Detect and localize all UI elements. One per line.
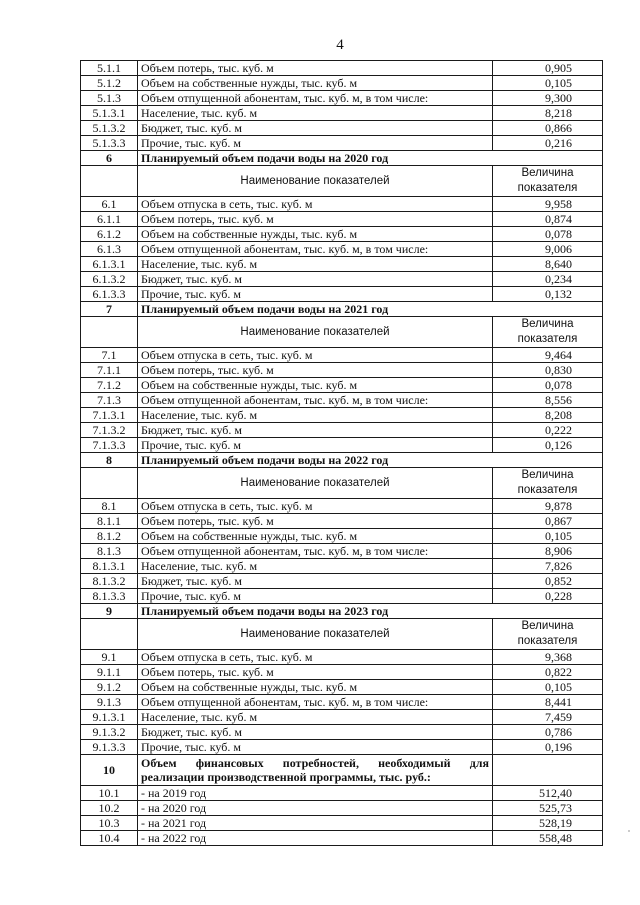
row-value: 0,905 bbox=[493, 61, 603, 76]
row-value: 9,464 bbox=[493, 348, 603, 363]
row-label: Объем на собственные нужды, тыс. куб. м bbox=[138, 680, 493, 695]
row-value: 0,105 bbox=[493, 76, 603, 91]
row-label: Объем отпуска в сеть, тыс. куб. м bbox=[138, 650, 493, 665]
table-row bbox=[81, 76, 603, 91]
row-label: - на 2020 год bbox=[138, 801, 493, 816]
table-row bbox=[81, 816, 603, 831]
table-row bbox=[81, 393, 603, 408]
row-label: Объем отпущенной абонентам, тыс. куб. м, в том числе: bbox=[138, 91, 493, 106]
row-label: Объем потерь, тыс. куб. м bbox=[138, 665, 493, 680]
section-title-row bbox=[81, 604, 603, 619]
empty-cell bbox=[81, 468, 138, 499]
production-program-table bbox=[80, 60, 603, 846]
row-number: 7.1 bbox=[81, 348, 138, 363]
row-number: 5.1.3.2 bbox=[81, 121, 138, 136]
row-number: 8.1.3.1 bbox=[81, 559, 138, 574]
table-row bbox=[81, 197, 603, 212]
row-number: 7.1.3 bbox=[81, 393, 138, 408]
table-row bbox=[81, 242, 603, 257]
row-number: 7.1.3.3 bbox=[81, 438, 138, 453]
table-row bbox=[81, 348, 603, 363]
row-value: 0,132 bbox=[493, 287, 603, 302]
column-header-value: Величина показателя bbox=[493, 619, 603, 650]
row-label: Население, тыс. куб. м bbox=[138, 559, 493, 574]
row-label: Объем потерь, тыс. куб. м bbox=[138, 212, 493, 227]
row-value: 9,300 bbox=[493, 91, 603, 106]
row-value: 0,874 bbox=[493, 212, 603, 227]
row-number: 10.2 bbox=[81, 801, 138, 816]
table-row bbox=[81, 529, 603, 544]
row-label: Объем отпущенной абонентам, тыс. куб. м, в том числе: bbox=[138, 393, 493, 408]
row-number: 6.1.3 bbox=[81, 242, 138, 257]
row-number: 6.1.3.3 bbox=[81, 287, 138, 302]
table-body bbox=[81, 61, 603, 846]
row-label: Население, тыс. куб. м bbox=[138, 257, 493, 272]
row-number: 6.1.2 bbox=[81, 227, 138, 242]
row-number: 9.1.2 bbox=[81, 680, 138, 695]
row-value: 7,459 bbox=[493, 710, 603, 725]
table-row bbox=[81, 423, 603, 438]
table-row bbox=[81, 710, 603, 725]
row-value: 558,48 bbox=[493, 831, 603, 846]
row-number: 9.1.3.2 bbox=[81, 725, 138, 740]
column-header-name: Наименование показателей bbox=[138, 317, 493, 348]
table-row bbox=[81, 91, 603, 106]
row-value: 0,222 bbox=[493, 423, 603, 438]
row-value: 0,078 bbox=[493, 378, 603, 393]
table-row bbox=[81, 650, 603, 665]
row-label: Объем потерь, тыс. куб. м bbox=[138, 363, 493, 378]
row-number: 8.1.3 bbox=[81, 544, 138, 559]
row-value: 8,906 bbox=[493, 544, 603, 559]
row-value: 8,218 bbox=[493, 106, 603, 121]
table-row bbox=[81, 665, 603, 680]
table-row bbox=[81, 559, 603, 574]
row-label: Объем на собственные нужды, тыс. куб. м bbox=[138, 378, 493, 393]
row-value: 9,958 bbox=[493, 197, 603, 212]
empty-cell bbox=[493, 755, 603, 786]
row-label: Объем отпуска в сеть, тыс. куб. м bbox=[138, 499, 493, 514]
table-row bbox=[81, 801, 603, 816]
row-value: 0,126 bbox=[493, 438, 603, 453]
row-label: - на 2022 год bbox=[138, 831, 493, 846]
table-row bbox=[81, 786, 603, 801]
row-value: 0,228 bbox=[493, 589, 603, 604]
row-label: Объем отпущенной абонентам, тыс. куб. м, в том числе: bbox=[138, 242, 493, 257]
row-number: 8.1.3.2 bbox=[81, 574, 138, 589]
row-number: 9.1.3.1 bbox=[81, 710, 138, 725]
row-value: 512,40 bbox=[493, 786, 603, 801]
section-title-row bbox=[81, 302, 603, 317]
row-number: 6.1.3.1 bbox=[81, 257, 138, 272]
table-row bbox=[81, 514, 603, 529]
column-header-row bbox=[81, 317, 603, 348]
column-header-name: Наименование показателей bbox=[138, 619, 493, 650]
row-value: 8,441 bbox=[493, 695, 603, 710]
row-number: 6.1 bbox=[81, 197, 138, 212]
row-number: 8.1.1 bbox=[81, 514, 138, 529]
table-row bbox=[81, 136, 603, 151]
row-label: - на 2019 год bbox=[138, 786, 493, 801]
table-row bbox=[81, 695, 603, 710]
row-label: Бюджет, тыс. куб. м bbox=[138, 725, 493, 740]
row-label: Бюджет, тыс. куб. м bbox=[138, 272, 493, 287]
column-header-name: Наименование показателей bbox=[138, 166, 493, 197]
row-label: Объем потерь, тыс. куб. м bbox=[138, 61, 493, 76]
row-number: 10.1 bbox=[81, 786, 138, 801]
section-title-row bbox=[81, 151, 603, 166]
row-number: 7.1.2 bbox=[81, 378, 138, 393]
row-number: 7.1.3.2 bbox=[81, 423, 138, 438]
section-number: 7 bbox=[81, 302, 138, 317]
row-value: 0,786 bbox=[493, 725, 603, 740]
row-number: 7.1.3.1 bbox=[81, 408, 138, 423]
row-label: Объем отпущенной абонентам, тыс. куб. м, в том числе: bbox=[138, 544, 493, 559]
table-row bbox=[81, 287, 603, 302]
row-label: Население, тыс. куб. м bbox=[138, 106, 493, 121]
column-header-value: Величина показателя bbox=[493, 317, 603, 348]
row-number: 5.1.2 bbox=[81, 76, 138, 91]
row-value: 0,105 bbox=[493, 680, 603, 695]
table-row bbox=[81, 680, 603, 695]
table-row bbox=[81, 227, 603, 242]
row-number: 9.1.1 bbox=[81, 665, 138, 680]
row-label: Бюджет, тыс. куб. м bbox=[138, 574, 493, 589]
row-label: Прочие, тыс. куб. м bbox=[138, 438, 493, 453]
row-number: 8.1 bbox=[81, 499, 138, 514]
row-label: Объем отпуска в сеть, тыс. куб. м bbox=[138, 197, 493, 212]
row-label: Прочие, тыс. куб. м bbox=[138, 136, 493, 151]
row-value: 8,208 bbox=[493, 408, 603, 423]
row-number: 9.1.3 bbox=[81, 695, 138, 710]
column-header-value: Величина показателя bbox=[493, 468, 603, 499]
table-row bbox=[81, 740, 603, 755]
section-title: Планируемый объем подачи воды на 2023 год bbox=[138, 604, 603, 619]
empty-cell bbox=[81, 166, 138, 197]
row-value: 525,73 bbox=[493, 801, 603, 816]
section-number: 8 bbox=[81, 453, 138, 468]
row-value: 0,867 bbox=[493, 514, 603, 529]
row-label: Население, тыс. куб. м bbox=[138, 710, 493, 725]
column-header-row bbox=[81, 166, 603, 197]
row-label: Объем на собственные нужды, тыс. куб. м bbox=[138, 76, 493, 91]
row-value: 9,006 bbox=[493, 242, 603, 257]
column-header-value: Величина показателя bbox=[493, 166, 603, 197]
table-row bbox=[81, 544, 603, 559]
row-number: 8.1.2 bbox=[81, 529, 138, 544]
row-number: 5.1.1 bbox=[81, 61, 138, 76]
row-value: 0,822 bbox=[493, 665, 603, 680]
table-row bbox=[81, 438, 603, 453]
table-row bbox=[81, 499, 603, 514]
row-value: 0,866 bbox=[493, 121, 603, 136]
row-label: Прочие, тыс. куб. м bbox=[138, 589, 493, 604]
section-number: 9 bbox=[81, 604, 138, 619]
row-label: - на 2021 год bbox=[138, 816, 493, 831]
empty-cell bbox=[81, 317, 138, 348]
row-label: Население, тыс. куб. м bbox=[138, 408, 493, 423]
page-number: 4 bbox=[336, 37, 344, 53]
section-title: Планируемый объем подачи воды на 2022 год bbox=[138, 453, 603, 468]
row-value: 8,640 bbox=[493, 257, 603, 272]
row-label: Прочие, тыс. куб. м bbox=[138, 287, 493, 302]
row-number: 9.1 bbox=[81, 650, 138, 665]
section-title-row bbox=[81, 755, 603, 786]
table-row bbox=[81, 574, 603, 589]
section-title: Объем финансовых потребностей, необходимый для реализации производственной программы, тыс. руб.: bbox=[138, 755, 493, 786]
section-title: Планируемый объем подачи воды на 2020 год bbox=[138, 151, 603, 166]
row-label: Прочие, тыс. куб. м bbox=[138, 740, 493, 755]
row-label: Объем на собственные нужды, тыс. куб. м bbox=[138, 227, 493, 242]
table-row bbox=[81, 121, 603, 136]
row-number: 9.1.3.3 bbox=[81, 740, 138, 755]
row-value: 0,216 bbox=[493, 136, 603, 151]
row-value: 9,368 bbox=[493, 650, 603, 665]
section-title: Планируемый объем подачи воды на 2021 год bbox=[138, 302, 603, 317]
table-row bbox=[81, 725, 603, 740]
row-number: 8.1.3.3 bbox=[81, 589, 138, 604]
row-number: 5.1.3.3 bbox=[81, 136, 138, 151]
empty-cell bbox=[81, 619, 138, 650]
table-row bbox=[81, 272, 603, 287]
section-number: 10 bbox=[81, 755, 138, 786]
row-label: Бюджет, тыс. куб. м bbox=[138, 121, 493, 136]
table-row bbox=[81, 61, 603, 76]
row-label: Бюджет, тыс. куб. м bbox=[138, 423, 493, 438]
row-label: Объем отпуска в сеть, тыс. куб. м bbox=[138, 348, 493, 363]
column-header-row bbox=[81, 619, 603, 650]
row-value: 7,826 bbox=[493, 559, 603, 574]
table-row bbox=[81, 378, 603, 393]
column-header-name: Наименование показателей bbox=[138, 468, 493, 499]
row-value: 0,196 bbox=[493, 740, 603, 755]
row-value: 9,878 bbox=[493, 499, 603, 514]
column-header-row bbox=[81, 468, 603, 499]
row-value: 0,852 bbox=[493, 574, 603, 589]
table-row bbox=[81, 106, 603, 121]
row-number: 5.1.3.1 bbox=[81, 106, 138, 121]
row-value: 528,19 bbox=[493, 816, 603, 831]
row-value: 0,234 bbox=[493, 272, 603, 287]
row-label: Объем отпущенной абонентам, тыс. куб. м, в том числе: bbox=[138, 695, 493, 710]
row-value: 0,830 bbox=[493, 363, 603, 378]
row-number: 10.4 bbox=[81, 831, 138, 846]
row-value: 8,556 bbox=[493, 393, 603, 408]
table-row bbox=[81, 212, 603, 227]
row-number: 10.3 bbox=[81, 816, 138, 831]
row-value: 0,105 bbox=[493, 529, 603, 544]
section-number: 6 bbox=[81, 151, 138, 166]
row-value: 0,078 bbox=[493, 227, 603, 242]
scan-artifact bbox=[628, 830, 630, 832]
section-title-row bbox=[81, 453, 603, 468]
row-label: Объем потерь, тыс. куб. м bbox=[138, 514, 493, 529]
row-number: 7.1.1 bbox=[81, 363, 138, 378]
row-number: 6.1.1 bbox=[81, 212, 138, 227]
table-row bbox=[81, 257, 603, 272]
row-number: 5.1.3 bbox=[81, 91, 138, 106]
table-row bbox=[81, 408, 603, 423]
row-label: Объем на собственные нужды, тыс. куб. м bbox=[138, 529, 493, 544]
table-row bbox=[81, 363, 603, 378]
table-row bbox=[81, 589, 603, 604]
row-number: 6.1.3.2 bbox=[81, 272, 138, 287]
table-row bbox=[81, 831, 603, 846]
